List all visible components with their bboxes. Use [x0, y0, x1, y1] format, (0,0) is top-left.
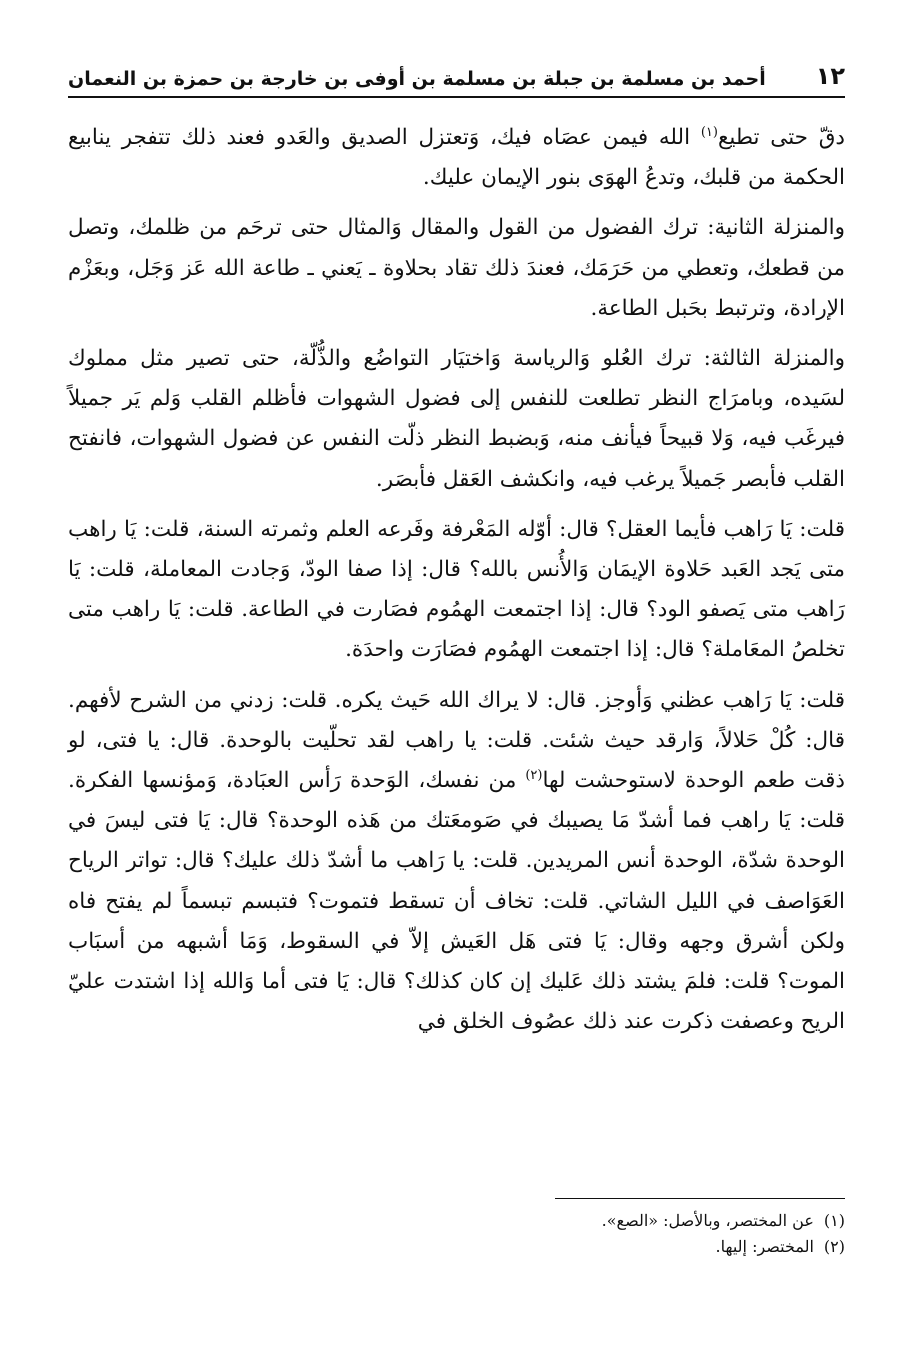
main-text — [68, 118, 845, 1052]
paragraph-1 — [68, 118, 845, 198]
paragraph-text: من نفسك، الوَحدة رَأس العبَادة، وَمؤنسها الفكرة. قلت: يَا راهب فما أشدّ مَا يصيبك في صَومعَتك من هَذه الوحدة؟ قال: يَا فتى ليسَ في الوحدة شدّة، الوحدة أنس المريدين. قلت: يا رَاهب ما أشدّ ذلك عليك؟ قال: تواتر الرياح العَوَاصف في الليل الشاتي. قلت: تخاف أن تسقط فتموت؟ فتبسم تبسماً لم يفتح فاه ولكن أشرق وجهه وقال: يَا فتى هَل العَيش إلاّ في السقوط، وَمَا أشبهه من أسبَاب الموت؟ قلت: فلمَ يشتد ذلك عَليك إن كان كذلك؟ قال: يَا فتى أما وَالله إذا اشتدت عليّ الريح وعصفت ذكرت عند ذلك عصُوف الخلق في — [68, 768, 845, 1035]
footnote-text: عن المختصر، وبالأصل: «الصع». — [601, 1211, 814, 1230]
paragraph-3 — [68, 339, 845, 500]
paragraph-text: والمنزلة الثانية: ترك الفضول من القول والمقال وَالمثال حتى ترحَم من ظلمك، وتصل من قطعك، وتعطي من حَرَمَك، فعندَ ذلك تقاد بحلاوة ـ يَعني ـ طاعة الله عَز وَجَل، وبعَزْم الإرادة، وترتبط بحَبل الطاعة. — [68, 215, 845, 321]
footnote-number: (١) — [823, 1211, 845, 1230]
footnote-number: (٢) — [823, 1237, 845, 1256]
paragraph-text: قلت: يَا رَاهب فأيما العقل؟ قال: أوّله المَعْرفة وفَرعه العلم وثمرته السنة، قلت: يَا راهب متى يَجد العَبد حَلاوة الإيمَان وَالأُنس بالله؟ قال: إذا صفا الودّ، وَجادت المعاملة، قلت: يَا رَاهب متى يَصفو الود؟ قال: إذا اجتمعت الهمُوم فصَارت في الطاعة. قلت: يَا راهب متى تخلصُ المعَاملة؟ قال: إذا اجتمعت الهمُوم فصَارَت واحدَة. — [68, 516, 845, 663]
footnote-reference-1: (١) — [700, 124, 718, 140]
paragraph-5 — [68, 681, 845, 1043]
page-header — [68, 50, 845, 98]
paragraph-4 — [68, 510, 845, 671]
running-title: أحمد بن مسلمة بن جبلة بن مسلمة بن أوفى بن خارجة بن حمزة بن النعمان — [68, 68, 766, 90]
footnote-reference-2: (٢) — [525, 767, 543, 783]
paragraph-text: والمنزلة الثالثة: ترك العُلو وَالرياسة وَاختيَار التواضُع والذُّلّة، حتى تصير مثل مملوك لسَيده، وبامرَاج النظر تطلعت للنفس إلى فضول الشهوات فأظلم القلب وَلم يَر جميلاً فيرغَب فيه، وَلا قبيحاً فيأنف منه، وَبضبط النظر ذلّت النفس عن فضول الشهوات، فانفتح القلب فأبصر جَميلاً يرغب فيه، وانكشف العَقل فأبصَر. — [68, 346, 845, 492]
footnote-text: المختصر: إليها. — [715, 1237, 814, 1256]
page-number: ١٢ — [815, 62, 845, 90]
paragraph-text: قلت: يَا رَاهب عظني وَأوجز. قال: لا يراك الله حَيث يكره. قلت: زدني من الشرح لأفهم. قال: كُلْ حَلالاً، وَارقد حيث شئت. قلت: يا راهب لقد تحلّيت بالوحدة. قال: يا فتى، لو ذقت طعم الوحدة لاستوحشت لها — [68, 687, 845, 794]
paragraph-text: الله فيمن عصَاه فيك، وَتعتزل الصديق والعَدو فعند ذلك تتفجر ينابيع الحكمة من قلبك، وتدعُ الهوَى بنور الإيمان عليك. — [68, 125, 845, 191]
footnote-1 — [68, 1208, 845, 1234]
footnotes — [68, 1208, 845, 1260]
paragraph-text: دقّ حتى تطيع — [717, 125, 845, 150]
footnote-divider — [555, 1198, 845, 1199]
paragraph-2 — [68, 208, 845, 329]
footnote-2 — [68, 1234, 845, 1260]
